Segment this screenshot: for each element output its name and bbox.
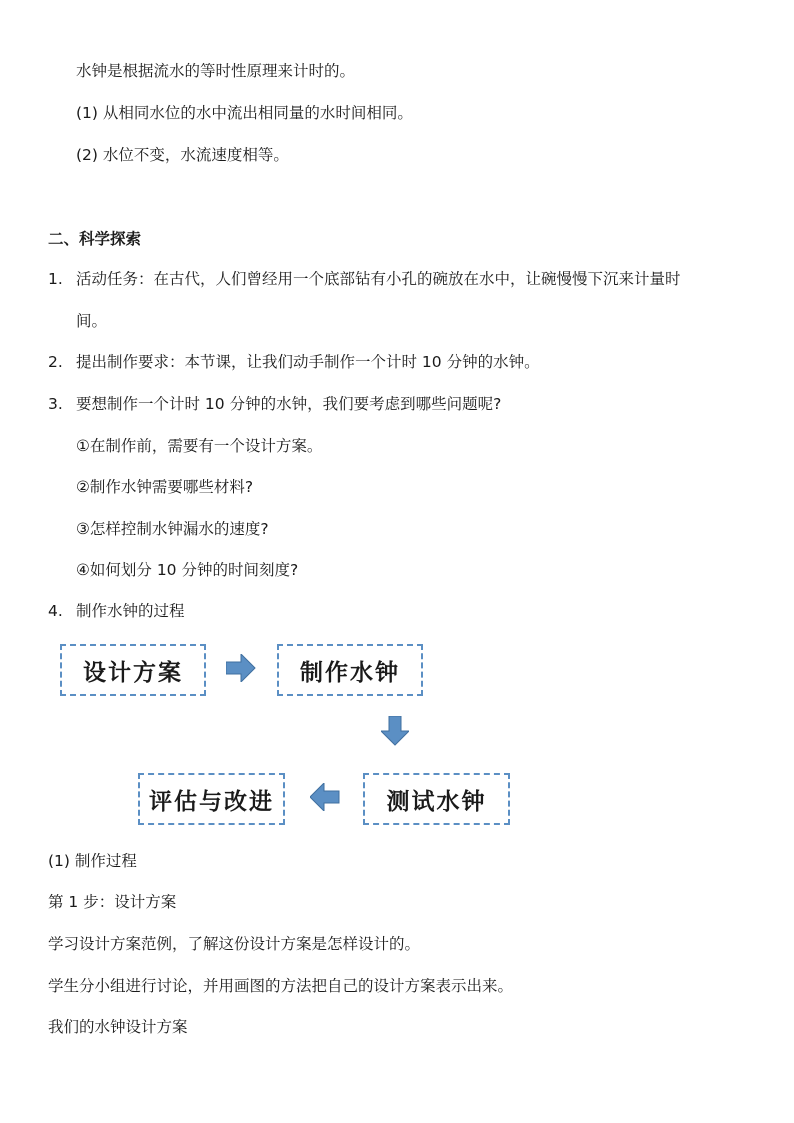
right-arrow-icon (226, 654, 256, 682)
process-step-1: 第 1 步：设计方案 (48, 893, 177, 911)
item-3-text: 要想制作一个计时 10 分钟的水钟，我们要考虑到哪些问题呢? (76, 395, 502, 413)
item-2-number: 2. (48, 353, 63, 371)
process-paragraph-1: 学习设计方案范例，了解这份设计方案是怎样设计的。 (48, 935, 421, 953)
intro-line-1: 水钟是根据流水的等时性原理来计时的。 (76, 62, 356, 80)
sub-question-3: ③怎样控制水钟漏水的速度? (76, 520, 269, 538)
flow-step-test: 测试水钟 (363, 773, 510, 825)
down-arrow-icon (381, 716, 409, 746)
process-paragraph-2: 学生分小组进行讨论，并用画图的方法把自己的设计方案表示出来。 (48, 977, 514, 995)
left-arrow-icon (310, 783, 340, 811)
item-3-number: 3. (48, 395, 63, 413)
sub-question-4: ④如何划分 10 分钟的时间刻度? (76, 561, 299, 579)
item-4-number: 4. (48, 602, 63, 620)
sub-question-2: ②制作水钟需要哪些材料? (76, 478, 254, 496)
flow-step-make: 制作水钟 (277, 644, 423, 696)
item-1-continuation: 间。 (76, 312, 108, 330)
flow-step-design: 设计方案 (60, 644, 206, 696)
item-2-text: 提出制作要求：本节课，让我们动手制作一个计时 10 分钟的水钟。 (76, 353, 540, 371)
process-title: (1) 制作过程 (48, 852, 137, 870)
sub-question-1: ①在制作前，需要有一个设计方案。 (76, 437, 323, 455)
intro-line-2: (1) 从相同水位的水中流出相同量的水时间相同。 (76, 104, 413, 122)
process-paragraph-3: 我们的水钟设计方案 (48, 1018, 188, 1036)
item-1-text: 活动任务：在古代，人们曾经用一个底部钻有小孔的碗放在水中，让碗慢慢下沉来计量时 (76, 270, 681, 288)
section-heading: 二、科学探索 (48, 230, 142, 248)
item-4-text: 制作水钟的过程 (76, 602, 185, 620)
flow-step-evaluate: 评估与改进 (138, 773, 285, 825)
intro-line-3: (2) 水位不变，水流速度相等。 (76, 146, 289, 164)
item-1-number: 1. (48, 270, 63, 288)
